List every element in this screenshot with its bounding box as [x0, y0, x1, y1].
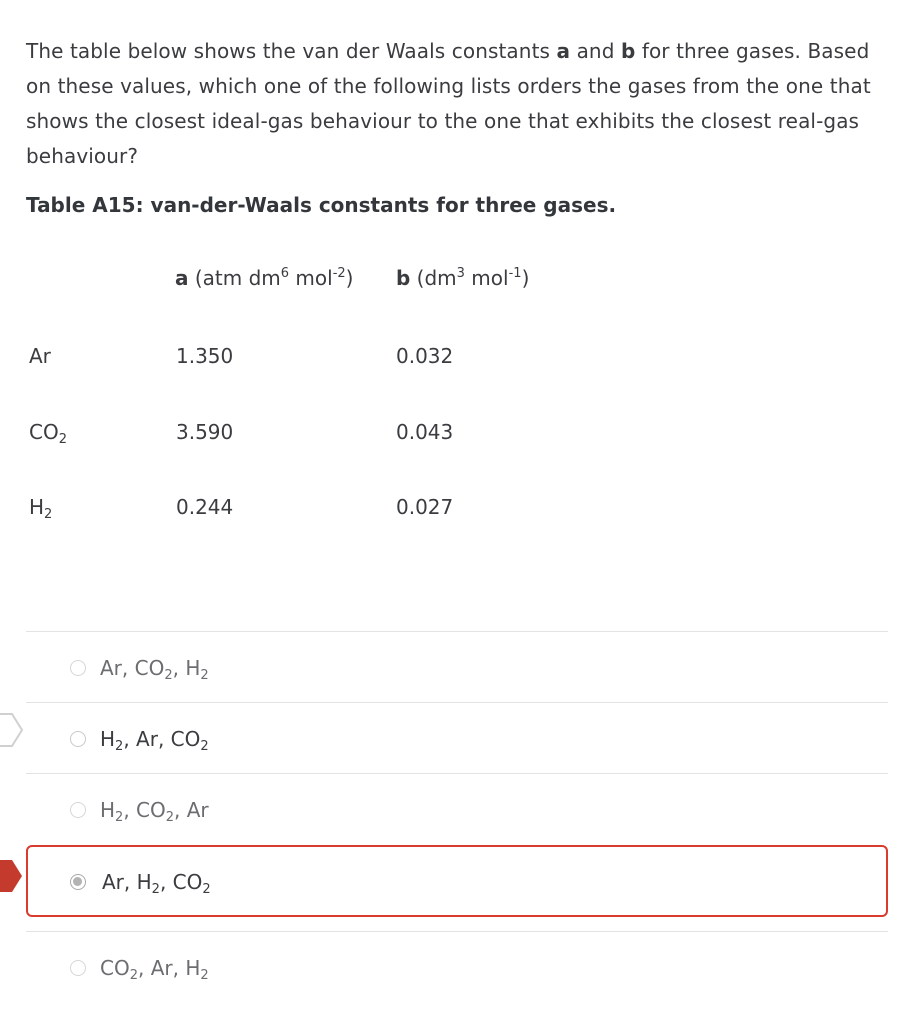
gas-name — [29, 344, 51, 368]
option-text: CO — [100, 956, 130, 980]
option-label[interactable] — [100, 798, 209, 825]
gas-name — [29, 420, 67, 447]
question-text — [26, 34, 886, 174]
option-subscript: 2 — [164, 668, 173, 683]
option-subscript: 2 — [129, 968, 138, 983]
header-exp: 3 — [456, 266, 465, 281]
column-header-b — [396, 266, 529, 290]
option-text: , Ar — [174, 798, 209, 822]
option-text: Ar, CO — [100, 656, 165, 680]
header-units: (dm — [410, 266, 457, 290]
answer-option-2[interactable] — [26, 703, 888, 773]
option-label[interactable] — [100, 956, 209, 983]
header-exp: -1 — [508, 266, 522, 281]
option-text: Ar, H — [102, 870, 152, 894]
gas-formula: Ar — [29, 344, 51, 368]
header-var: b — [396, 266, 411, 290]
option-label[interactable] — [102, 870, 211, 897]
question-part: and — [570, 39, 621, 63]
header-units: mol — [464, 266, 509, 290]
option-label[interactable] — [100, 656, 209, 683]
answer-option-5[interactable] — [26, 932, 888, 1002]
header-units: ) — [521, 266, 530, 290]
option-subscript: 2 — [165, 810, 175, 825]
header-units: mol — [289, 266, 333, 290]
option-text: H — [100, 727, 116, 751]
radio-button[interactable] — [70, 660, 86, 676]
question-part: for three gases. Based on these values, which one of the following lists orders the gases from the one that shows the closest ideal-gas behaviour to the one that exhibits the closest real-gas behaviour? — [26, 39, 871, 168]
header-var: a — [175, 266, 189, 290]
incorrect-marker-icon — [0, 856, 24, 896]
answer-option-4[interactable] — [26, 845, 888, 917]
answer-option-3[interactable] — [26, 774, 888, 844]
option-text: H — [100, 798, 116, 822]
option-subscript: 2 — [115, 739, 124, 754]
header-exp: -2 — [332, 266, 346, 281]
option-text: , CO — [159, 870, 203, 894]
option-subscript: 2 — [200, 739, 209, 754]
header-units: ) — [345, 266, 354, 290]
value-a: 1.350 — [176, 344, 234, 368]
option-subscript: 2 — [200, 668, 209, 683]
gas-formula: CO — [29, 420, 59, 444]
radio-button[interactable] — [70, 802, 86, 818]
question-part: The table below shows the van der Waals constants — [26, 39, 557, 63]
option-text: , Ar, CO — [123, 727, 201, 751]
gas-subscript: 2 — [58, 432, 67, 447]
option-text: , CO — [123, 798, 166, 822]
value-a: 0.244 — [176, 495, 234, 519]
radio-button[interactable] — [70, 960, 86, 976]
option-subscript: 2 — [115, 810, 124, 825]
option-text: , H — [172, 656, 201, 680]
column-header-a — [175, 266, 353, 290]
gas-formula: H — [29, 495, 45, 519]
value-b: 0.043 — [396, 420, 454, 444]
question-bold-b: b — [620, 39, 636, 63]
feedback-marker-icon — [0, 710, 24, 750]
header-exp: 6 — [280, 266, 290, 281]
value-b: 0.032 — [396, 344, 454, 368]
header-units: (atm dm — [188, 266, 281, 290]
option-text: , Ar, H — [138, 956, 201, 980]
radio-button[interactable] — [70, 731, 86, 747]
value-a: 3.590 — [176, 420, 234, 444]
table-title: Table A15: van-der-Waals constants for three gases. — [26, 193, 617, 217]
option-subscript: 2 — [200, 968, 209, 983]
radio-button-selected[interactable] — [70, 874, 86, 890]
option-label[interactable] — [100, 727, 209, 754]
gas-name — [29, 495, 53, 522]
question-bold-a: a — [556, 39, 571, 63]
value-b: 0.027 — [396, 495, 454, 519]
option-subscript: 2 — [202, 882, 211, 897]
gas-subscript: 2 — [44, 507, 53, 522]
option-subscript: 2 — [151, 882, 160, 897]
answer-option-1[interactable] — [26, 632, 888, 702]
